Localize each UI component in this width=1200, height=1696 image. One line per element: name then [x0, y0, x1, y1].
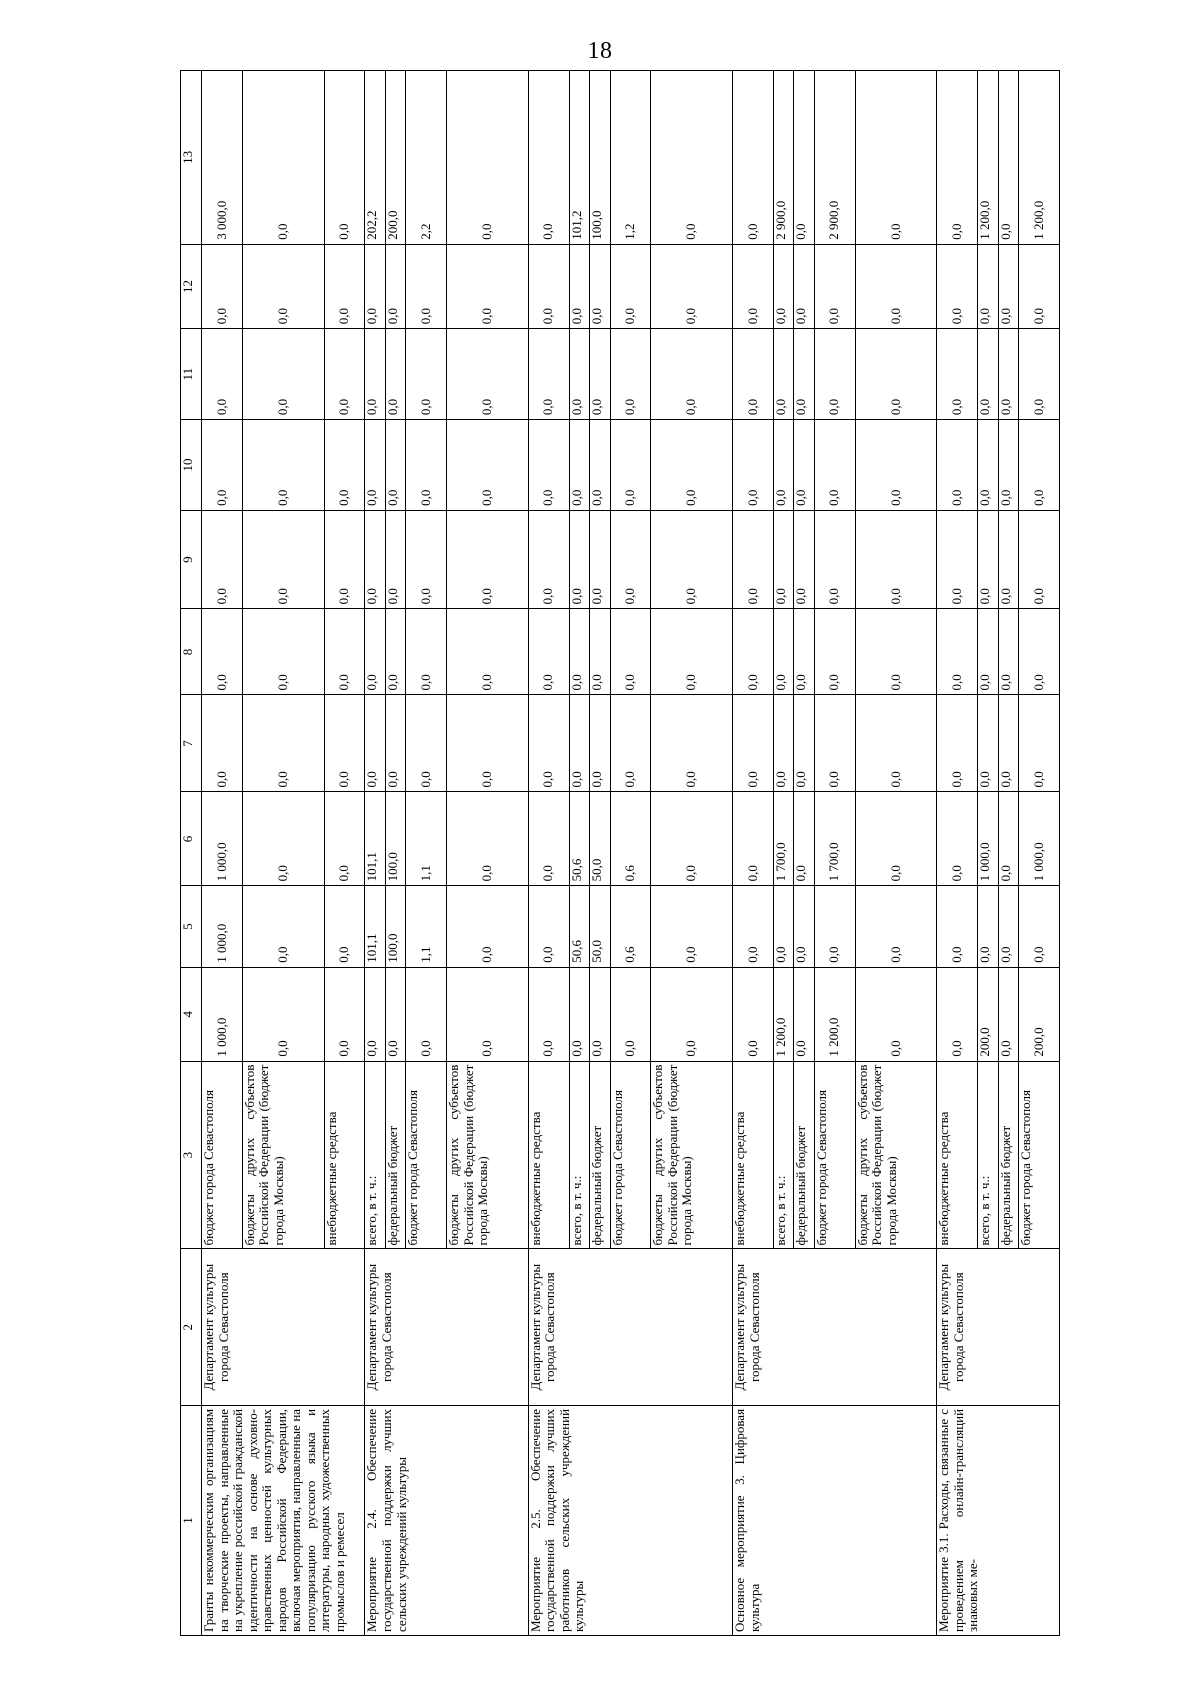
amount-cell: 0,0	[569, 510, 589, 609]
amount-cell: 0,0	[1019, 244, 1060, 329]
budget-table	[180, 70, 1060, 1636]
amount-cell: 0,0	[447, 886, 529, 967]
amount-cell: 0,0	[385, 329, 405, 420]
amount-cell: 0,0	[794, 695, 814, 792]
amount-cell: 0,0	[610, 420, 651, 511]
amount-cell: 0,0	[998, 609, 1018, 695]
amount-cell: 0,0	[528, 71, 569, 245]
funding-source: бюджет города Севастополя	[1019, 1061, 1060, 1249]
amount-cell: 0,0	[447, 695, 529, 792]
amount-cell: 0,0	[814, 609, 855, 695]
amount-cell: 0,0	[365, 967, 385, 1061]
amount-cell: 0,0	[773, 420, 793, 511]
amount-cell: 0,0	[855, 967, 937, 1061]
amount-cell: 0,0	[569, 244, 589, 329]
amount-cell: 0,0	[365, 329, 385, 420]
amount-cell: 0,0	[998, 329, 1018, 420]
amount-cell: 0,0	[528, 244, 569, 329]
amount-cell: 200,0	[978, 967, 998, 1061]
amount-cell: 0,0	[385, 510, 405, 609]
amount-cell: 0,0	[242, 792, 324, 886]
amount-cell: 2 900,0	[773, 71, 793, 245]
amount-cell: 0,0	[324, 71, 365, 245]
amount-cell: 0,0	[447, 244, 529, 329]
amount-cell: 100,0	[590, 71, 610, 245]
funding-source: всего, в т. ч.:	[773, 1061, 793, 1249]
executor: Департамент культуры города Севастополя	[202, 1249, 365, 1405]
table-row	[937, 71, 978, 1636]
amount-cell: 0,0	[324, 886, 365, 967]
amount-cell: 0,0	[773, 244, 793, 329]
amount-cell: 0,0	[528, 609, 569, 695]
amount-cell: 0,0	[447, 967, 529, 1061]
amount-cell: 0,0	[365, 244, 385, 329]
amount-cell: 0,0	[610, 695, 651, 792]
amount-cell: 0,0	[202, 420, 243, 511]
amount-cell: 0,0	[814, 420, 855, 511]
amount-cell: 101,2	[569, 71, 589, 245]
amount-cell: 0,0	[794, 967, 814, 1061]
amount-cell: 0,0	[242, 244, 324, 329]
amount-cell: 0,0	[590, 244, 610, 329]
funding-source: всего, в т. ч.:	[365, 1061, 385, 1249]
amount-cell: 0,0	[794, 244, 814, 329]
amount-cell: 200,0	[385, 71, 405, 245]
amount-cell: 0,0	[385, 244, 405, 329]
amount-cell: 0,0	[590, 967, 610, 1061]
funding-source: бюджеты других субъектов Российской Федерации (бюджет города Москвы)	[242, 1061, 324, 1249]
amount-cell: 0,0	[569, 695, 589, 792]
amount-cell: 1 700,0	[814, 792, 855, 886]
amount-cell: 0,0	[733, 71, 774, 245]
amount-cell: 0,0	[651, 510, 733, 609]
amount-cell: 0,0	[324, 609, 365, 695]
amount-cell: 0,0	[242, 71, 324, 245]
amount-cell: 0,0	[1019, 329, 1060, 420]
amount-cell: 0,0	[324, 792, 365, 886]
funding-source: федеральный бюджет	[385, 1061, 405, 1249]
amount-cell: 1 700,0	[773, 792, 793, 886]
amount-cell: 0,0	[773, 695, 793, 792]
column-number: 1	[181, 1405, 202, 1635]
column-number: 9	[181, 510, 202, 609]
rotated-table-sheet	[180, 70, 1060, 1636]
amount-cell: 0,0	[202, 244, 243, 329]
amount-cell: 0,0	[651, 695, 733, 792]
funding-source: бюджеты других субъектов Российской Федерации (бюджет города Москвы)	[855, 1061, 937, 1249]
amount-cell: 0,0	[855, 886, 937, 967]
amount-cell: 2 900,0	[814, 71, 855, 245]
amount-cell: 0,0	[447, 609, 529, 695]
amount-cell: 0,0	[937, 695, 978, 792]
funding-source: бюджеты других субъектов Российской Федерации (бюджет города Москвы)	[447, 1061, 529, 1249]
amount-cell: 0,0	[937, 71, 978, 245]
column-number: 2	[181, 1249, 202, 1405]
amount-cell: 0,0	[1019, 886, 1060, 967]
amount-cell: 0,0	[590, 329, 610, 420]
amount-cell: 0,0	[937, 886, 978, 967]
amount-cell: 0,0	[794, 609, 814, 695]
measure-name: Мероприятие 2.5. Обеспечение государственной поддержки лучших работников сельских учреждений культуры	[528, 1405, 732, 1635]
amount-cell: 0,0	[794, 71, 814, 245]
amount-cell: 0,0	[528, 967, 569, 1061]
amount-cell: 0,0	[202, 329, 243, 420]
amount-cell: 200,0	[1019, 967, 1060, 1061]
amount-cell: 0,0	[385, 420, 405, 511]
measure-name: Гранты некоммерческим организациям на творческие проекты, направленные на укрепление российской гражданской идентичности на основе духовно-нравственных ценностей культурных народов Российской Федерации, включая мероприятия, направленные на популяризацию русского языка и литературы, народных художественных промыслов и ремесел	[202, 1405, 365, 1635]
amount-cell: 0,0	[610, 244, 651, 329]
column-number: 7	[181, 695, 202, 792]
amount-cell: 1,2	[610, 71, 651, 245]
funding-source: внебюджетные средства	[528, 1061, 569, 1249]
column-number: 11	[181, 329, 202, 420]
amount-cell: 0,0	[528, 510, 569, 609]
amount-cell: 0,0	[569, 420, 589, 511]
funding-source: всего, в т. ч.:	[569, 1061, 589, 1249]
funding-source: бюджет города Севастополя	[202, 1061, 243, 1249]
funding-source: бюджет города Севастополя	[610, 1061, 651, 1249]
table-row	[733, 71, 774, 1636]
amount-cell: 0,0	[937, 420, 978, 511]
amount-cell: 0,0	[651, 967, 733, 1061]
amount-cell: 0,0	[733, 792, 774, 886]
amount-cell: 0,0	[998, 244, 1018, 329]
amount-cell: 0,0	[978, 510, 998, 609]
amount-cell: 0,0	[610, 967, 651, 1061]
amount-cell: 0,0	[610, 609, 651, 695]
amount-cell: 0,0	[610, 510, 651, 609]
amount-cell: 100,0	[385, 886, 405, 967]
column-number: 5	[181, 886, 202, 967]
amount-cell: 0,0	[406, 329, 447, 420]
amount-cell: 1 000,0	[202, 792, 243, 886]
amount-cell: 0,0	[794, 510, 814, 609]
amount-cell: 0,0	[998, 967, 1018, 1061]
amount-cell: 0,0	[733, 420, 774, 511]
amount-cell: 101,1	[365, 886, 385, 967]
amount-cell: 0,0	[447, 792, 529, 886]
amount-cell: 0,0	[324, 244, 365, 329]
amount-cell: 0,0	[324, 967, 365, 1061]
amount-cell: 0,0	[733, 609, 774, 695]
amount-cell: 1 200,0	[1019, 71, 1060, 245]
amount-cell: 0,0	[855, 510, 937, 609]
measure-name: Мероприятие 3.1. Расходы, связанные с проведением онлайн-трансляций знаковых ме-	[937, 1405, 1060, 1635]
amount-cell: 0,0	[406, 695, 447, 792]
amount-cell: 0,0	[406, 967, 447, 1061]
amount-cell: 0,0	[324, 329, 365, 420]
amount-cell: 0,0	[794, 886, 814, 967]
amount-cell: 0,0	[1019, 695, 1060, 792]
amount-cell: 0,0	[1019, 609, 1060, 695]
column-number: 10	[181, 420, 202, 511]
funding-source: всего, в т. ч.:	[978, 1061, 998, 1249]
amount-cell: 0,0	[855, 244, 937, 329]
amount-cell: 0,0	[733, 510, 774, 609]
amount-cell: 1 200,0	[978, 71, 998, 245]
amount-cell: 0,0	[733, 244, 774, 329]
amount-cell: 0,0	[814, 244, 855, 329]
amount-cell: 0,0	[978, 244, 998, 329]
amount-cell: 0,0	[651, 71, 733, 245]
amount-cell: 0,0	[978, 695, 998, 792]
amount-cell: 0,0	[998, 420, 1018, 511]
amount-cell: 0,0	[937, 329, 978, 420]
page-number: 18	[587, 38, 613, 64]
amount-cell: 0,0	[733, 967, 774, 1061]
amount-cell: 0,0	[773, 609, 793, 695]
amount-cell: 0,0	[528, 420, 569, 511]
amount-cell: 0,0	[385, 695, 405, 792]
amount-cell: 0,0	[651, 609, 733, 695]
amount-cell: 0,0	[447, 420, 529, 511]
amount-cell: 0,0	[528, 886, 569, 967]
funding-source: федеральный бюджет	[590, 1061, 610, 1249]
amount-cell: 0,0	[937, 609, 978, 695]
amount-cell: 0,0	[651, 792, 733, 886]
funding-source: федеральный бюджет	[998, 1061, 1018, 1249]
amount-cell: 0,0	[202, 609, 243, 695]
amount-cell: 0,0	[998, 792, 1018, 886]
amount-cell: 1 000,0	[202, 886, 243, 967]
amount-cell: 0,0	[324, 695, 365, 792]
amount-cell: 0,0	[528, 329, 569, 420]
amount-cell: 0,0	[569, 329, 589, 420]
amount-cell: 50,0	[590, 886, 610, 967]
funding-source: внебюджетные средства	[733, 1061, 774, 1249]
column-number: 12	[181, 244, 202, 329]
amount-cell: 0,0	[733, 695, 774, 792]
amount-cell: 1,1	[406, 886, 447, 967]
amount-cell: 0,0	[242, 329, 324, 420]
amount-cell: 0,0	[365, 609, 385, 695]
amount-cell: 0,0	[794, 420, 814, 511]
amount-cell: 0,0	[651, 244, 733, 329]
amount-cell: 0,0	[733, 329, 774, 420]
amount-cell: 0,0	[855, 420, 937, 511]
amount-cell: 0,6	[610, 792, 651, 886]
column-number: 3	[181, 1061, 202, 1249]
amount-cell: 0,0	[978, 886, 998, 967]
amount-cell: 0,0	[794, 329, 814, 420]
amount-cell: 0,0	[242, 967, 324, 1061]
amount-cell: 0,0	[1019, 510, 1060, 609]
amount-cell: 0,0	[447, 510, 529, 609]
amount-cell: 0,0	[937, 967, 978, 1061]
funding-source: внебюджетные средства	[937, 1061, 978, 1249]
amount-cell: 0,0	[365, 510, 385, 609]
amount-cell: 0,0	[406, 244, 447, 329]
amount-cell: 0,0	[978, 420, 998, 511]
amount-cell: 0,0	[1019, 420, 1060, 511]
amount-cell: 0,6	[610, 886, 651, 967]
amount-cell: 0,0	[978, 329, 998, 420]
amount-cell: 0,0	[528, 792, 569, 886]
funding-source: бюджеты других субъектов Российской Федерации (бюджет города Москвы)	[651, 1061, 733, 1249]
amount-cell: 101,1	[365, 792, 385, 886]
amount-cell: 0,0	[855, 609, 937, 695]
amount-cell: 1 200,0	[773, 967, 793, 1061]
measure-name: Мероприятие 2.4. Обеспечение государственной поддержки лучших сельских учреждений культуры	[365, 1405, 528, 1635]
amount-cell: 0,0	[385, 967, 405, 1061]
amount-cell: 0,0	[242, 510, 324, 609]
amount-cell: 2,2	[406, 71, 447, 245]
amount-cell: 1 200,0	[814, 967, 855, 1061]
amount-cell: 0,0	[855, 329, 937, 420]
amount-cell: 0,0	[406, 510, 447, 609]
column-number: 4	[181, 967, 202, 1061]
amount-cell: 0,0	[651, 329, 733, 420]
amount-cell: 202,2	[365, 71, 385, 245]
amount-cell: 0,0	[814, 886, 855, 967]
amount-cell: 1,1	[406, 792, 447, 886]
table-row	[528, 71, 569, 1636]
funding-source: внебюджетные средства	[324, 1061, 365, 1249]
amount-cell: 0,0	[651, 886, 733, 967]
amount-cell: 0,0	[855, 695, 937, 792]
amount-cell: 0,0	[324, 420, 365, 511]
amount-cell: 1 000,0	[202, 967, 243, 1061]
measure-name: Основное мероприятие 3. Цифровая культура	[733, 1405, 937, 1635]
amount-cell: 50,6	[569, 886, 589, 967]
table-row	[365, 71, 385, 1636]
amount-cell: 0,0	[794, 792, 814, 886]
executor: Департамент культуры города Севастополя	[365, 1249, 528, 1405]
amount-cell: 1 000,0	[1019, 792, 1060, 886]
funding-source: федеральный бюджет	[794, 1061, 814, 1249]
amount-cell: 0,0	[447, 329, 529, 420]
amount-cell: 0,0	[569, 967, 589, 1061]
amount-cell: 50,0	[590, 792, 610, 886]
amount-cell: 0,0	[447, 71, 529, 245]
amount-cell: 0,0	[242, 420, 324, 511]
amount-cell: 0,0	[814, 329, 855, 420]
amount-cell: 0,0	[242, 609, 324, 695]
amount-cell: 0,0	[937, 510, 978, 609]
amount-cell: 0,0	[324, 510, 365, 609]
amount-cell: 0,0	[978, 609, 998, 695]
amount-cell: 0,0	[202, 695, 243, 792]
amount-cell: 0,0	[365, 695, 385, 792]
column-number: 8	[181, 609, 202, 695]
column-number: 6	[181, 792, 202, 886]
amount-cell: 0,0	[242, 886, 324, 967]
amount-cell: 0,0	[242, 695, 324, 792]
amount-cell: 0,0	[590, 420, 610, 511]
amount-cell: 0,0	[406, 420, 447, 511]
table-row	[202, 71, 243, 1636]
executor: Департамент культуры города Севастополя	[528, 1249, 732, 1405]
amount-cell: 0,0	[937, 244, 978, 329]
amount-cell: 0,0	[202, 510, 243, 609]
amount-cell: 0,0	[998, 510, 1018, 609]
column-number-row	[181, 71, 202, 1636]
amount-cell: 0,0	[773, 886, 793, 967]
executor: Департамент культуры города Севастополя	[733, 1249, 937, 1405]
amount-cell: 0,0	[998, 695, 1018, 792]
column-number: 13	[181, 71, 202, 245]
amount-cell: 1 000,0	[978, 792, 998, 886]
amount-cell: 0,0	[610, 329, 651, 420]
amount-cell: 0,0	[590, 695, 610, 792]
rotated-table-container	[180, 70, 1060, 1636]
amount-cell: 0,0	[569, 609, 589, 695]
amount-cell: 0,0	[998, 71, 1018, 245]
amount-cell: 0,0	[773, 329, 793, 420]
amount-cell: 100,0	[385, 792, 405, 886]
amount-cell: 0,0	[590, 609, 610, 695]
amount-cell: 0,0	[855, 71, 937, 245]
amount-cell: 0,0	[814, 695, 855, 792]
amount-cell: 0,0	[365, 420, 385, 511]
funding-source: бюджет города Севастополя	[406, 1061, 447, 1249]
amount-cell: 0,0	[998, 886, 1018, 967]
amount-cell: 0,0	[385, 609, 405, 695]
amount-cell: 0,0	[733, 886, 774, 967]
amount-cell: 0,0	[773, 510, 793, 609]
amount-cell: 3 000,0	[202, 71, 243, 245]
amount-cell: 0,0	[528, 695, 569, 792]
funding-source: бюджет города Севастополя	[814, 1061, 855, 1249]
amount-cell: 0,0	[814, 510, 855, 609]
amount-cell: 0,0	[937, 792, 978, 886]
amount-cell: 0,0	[406, 609, 447, 695]
amount-cell: 0,0	[651, 420, 733, 511]
amount-cell: 50,6	[569, 792, 589, 886]
amount-cell: 0,0	[590, 510, 610, 609]
amount-cell: 0,0	[855, 792, 937, 886]
executor: Департамент культуры города Севастополя	[937, 1249, 1060, 1405]
